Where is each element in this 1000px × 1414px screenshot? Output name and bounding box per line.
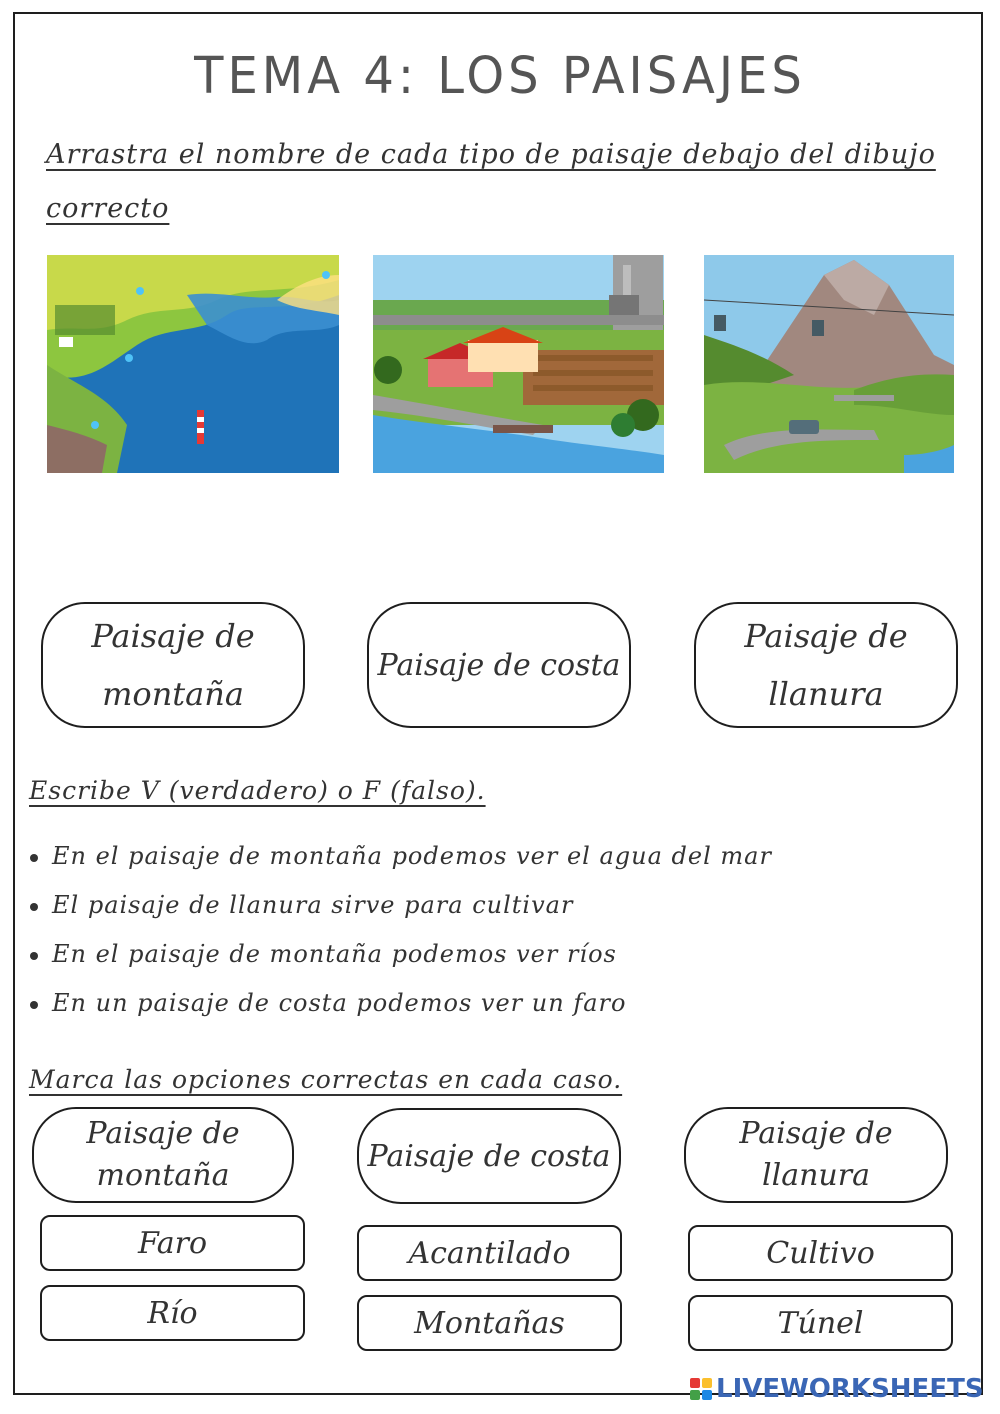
bullet-icon (30, 854, 38, 862)
statement-text: En un paisaje de costa podemos ver un faro (52, 989, 627, 1017)
option-faro[interactable]: Faro (40, 1215, 305, 1271)
mark-group-plain-line2: llanura (762, 1158, 870, 1193)
option-acantilado[interactable]: Acantilado (357, 1225, 622, 1281)
mark-instruction: Marca las opciones correctas en cada caso. (29, 1065, 623, 1094)
mark-group-plain-line1: Paisaje de (739, 1116, 893, 1151)
drag-instruction: Arrastra el nombre de cada tipo de paisaje debajo del dibujo correcto (46, 139, 936, 224)
bullet-icon (30, 952, 38, 960)
drag-label-plain[interactable] (694, 602, 958, 728)
statement-text: El paisaje de llanura sirve para cultivar (52, 891, 574, 919)
mark-group-plain-header (684, 1107, 948, 1203)
true-false-instruction: Escribe V (verdadero) o F (falso). (29, 776, 486, 805)
bullet-icon (30, 903, 38, 911)
option-tunel[interactable]: Túnel (688, 1295, 953, 1351)
drag-label-coast-text: Paisaje de costa (377, 647, 621, 683)
mark-group-coast-header (357, 1108, 621, 1204)
liveworksheets-logo (690, 1372, 984, 1406)
statement-text: En el paisaje de montaña podemos ver ríos (52, 940, 617, 968)
drag-label-mountain-line2: montaña (102, 675, 244, 713)
statement-item[interactable] (30, 881, 772, 930)
statement-item[interactable] (30, 930, 772, 979)
option-rio[interactable]: Río (40, 1285, 305, 1341)
drag-label-mountain[interactable] (41, 602, 305, 728)
drag-label-plain-line1: Paisaje de (744, 617, 908, 655)
plain-landscape-image (373, 255, 664, 473)
page-title: TEMA 4: LOS PAISAJES (194, 46, 806, 106)
mark-group-coast-line1: Paisaje de costa (367, 1138, 611, 1174)
statement-item[interactable] (30, 979, 772, 1028)
mark-group-mountain-line1: Paisaje de (86, 1116, 240, 1151)
option-cultivo[interactable]: Cultivo (688, 1225, 953, 1281)
true-false-list (30, 832, 772, 1028)
drag-label-mountain-line1: Paisaje de (91, 617, 255, 655)
mountain-landscape-image (704, 255, 954, 473)
mark-group-mountain-header (32, 1107, 294, 1203)
coast-landscape-image (47, 255, 339, 473)
liveworksheets-logo-icon (690, 1378, 712, 1400)
bullet-icon (30, 1001, 38, 1009)
statement-item[interactable] (30, 832, 772, 881)
mark-group-mountain-line2: montaña (96, 1158, 230, 1193)
option-montanas[interactable]: Montañas (357, 1295, 622, 1351)
drag-label-plain-line2: llanura (768, 675, 884, 713)
brand-text: LIVEWORKSHEETS (716, 1374, 984, 1404)
statement-text: En el paisaje de montaña podemos ver el agua del mar (52, 842, 772, 870)
drag-label-coast[interactable] (367, 602, 631, 728)
